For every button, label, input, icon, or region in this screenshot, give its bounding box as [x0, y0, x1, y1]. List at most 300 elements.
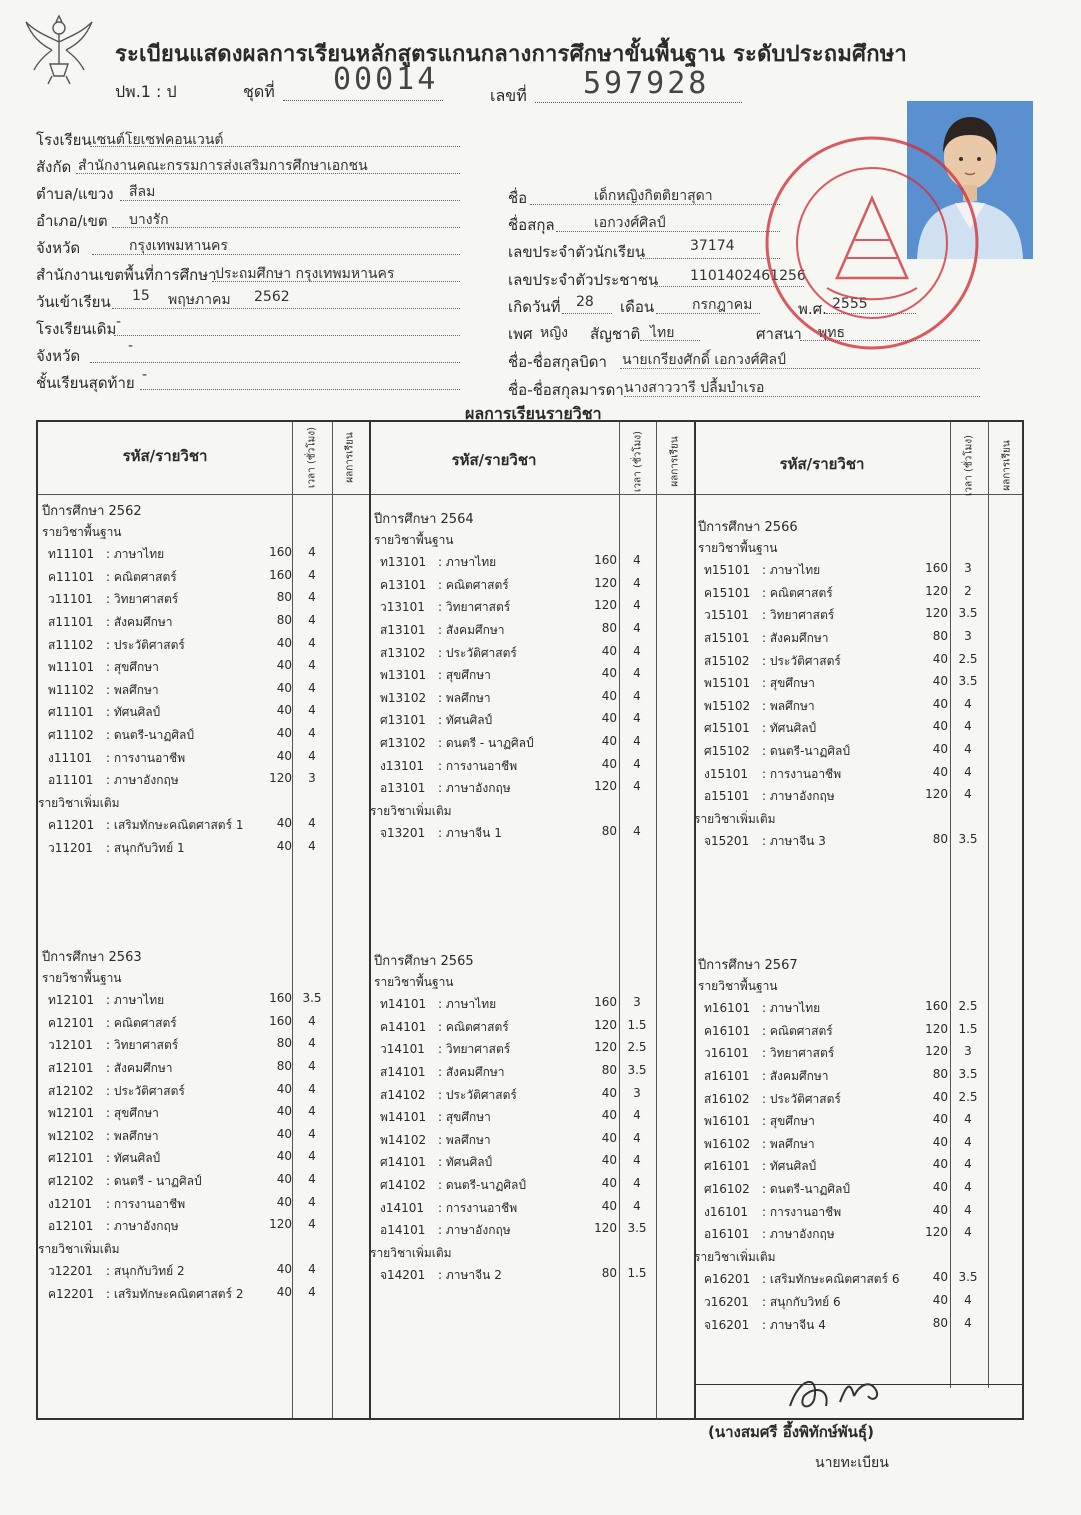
subject-row: [380, 734, 652, 752]
subject-row: [704, 1112, 983, 1130]
subject-code: ส12102: [48, 1083, 94, 1098]
subject-name: : พลศึกษา: [762, 698, 815, 713]
subject-code: ศ11101: [48, 705, 94, 720]
subject-code: อ12101: [48, 1219, 94, 1234]
subject-name: : สังคมศึกษา: [438, 1065, 505, 1079]
subject-code: จ15201: [704, 834, 750, 849]
subject-name: : การงานอาชีพ: [762, 1204, 842, 1219]
col-subject-header: รหัส/รายวิชา: [451, 451, 537, 469]
subject-hours: 120: [269, 771, 292, 786]
subject-name: : ดนตรี-นาฏศิลป์: [762, 744, 851, 758]
subject-grade: 2.5: [958, 1089, 978, 1104]
subject-name: : ประวัติศาสตร์: [438, 645, 517, 660]
father-value: นายเกรียงศักดิ์ เอกวงศ์ศิลป์: [622, 352, 786, 368]
subject-grade: 2.5: [958, 651, 978, 666]
subject-name: : ทัศนศิลป์: [438, 713, 493, 728]
subject-grade: 3.5: [302, 991, 322, 1006]
subject-grade: 4: [964, 787, 972, 802]
subject-name: : ประวัติศาสตร์: [106, 637, 185, 652]
subject-code: พ16101: [704, 1114, 751, 1129]
subject-name: : ดนตรี-นาฏศิลป์: [438, 1178, 527, 1192]
subject-grade: 4: [308, 1149, 316, 1164]
subject-name: : คณิตศาสตร์: [106, 1015, 177, 1030]
subject-name: : ภาษาไทย: [438, 997, 497, 1012]
basic-subjects-label: รายวิชาพื้นฐาน: [698, 540, 778, 555]
subdistrict-value: สีลม: [129, 184, 156, 200]
student-id-value: 37174: [690, 238, 735, 254]
subject-name: : ดนตรี-นาฏศิลป์: [762, 1182, 851, 1196]
subject-name: : พลศึกษา: [762, 1136, 815, 1151]
subject-code: ส11101: [48, 615, 94, 629]
subject-name: : วิทยาศาสตร์: [106, 1038, 179, 1053]
subject-hours: 40: [932, 719, 948, 734]
subject-code: ส15102: [704, 653, 750, 668]
number-line: [535, 102, 742, 103]
results-title: ผลการเรียนรายวิชา: [465, 404, 602, 423]
subject-name: : ภาษาอังกฤษ: [762, 1227, 835, 1242]
subject-name: : คณิตศาสตร์: [762, 585, 833, 600]
subject-name: : ดนตรี - นาฏศิลป์: [438, 736, 534, 750]
subject-name: : คณิตศาสตร์: [438, 1019, 509, 1034]
subject-name: : สนุกกับวิทย์ 6: [762, 1295, 841, 1309]
subject-row: [704, 652, 983, 670]
surname-value: เอกวงศ์ศิลป์: [594, 215, 666, 231]
subject-code: ส13101: [380, 623, 426, 637]
subject-code: ค12201: [48, 1287, 95, 1301]
subject-hours: 40: [276, 635, 292, 650]
province-value: กรุงเทพมหานคร: [129, 238, 228, 254]
subject-grade: 3: [633, 995, 641, 1010]
prev-province-label: จังหวัด: [36, 347, 81, 365]
subject-row: [380, 757, 652, 775]
subject-row: [380, 995, 652, 1013]
subject-code: พ15101: [704, 676, 751, 691]
subject-hours: 160: [269, 991, 292, 1006]
subject-code: จ13201: [380, 826, 426, 841]
district-label: อำเภอ/เขต: [36, 212, 108, 230]
results-table: [36, 420, 1024, 1420]
subject-row: [380, 1221, 652, 1239]
subject-code: จ14201: [380, 1268, 426, 1283]
subject-code: จ16201: [704, 1317, 750, 1332]
entry-date-label: วันเข้าเรียน: [36, 293, 111, 311]
subject-row: [704, 1135, 983, 1153]
subject-row: [48, 1172, 327, 1190]
subject-hours: 40: [601, 756, 617, 771]
col-hours-header: เวลา (ชั่วโมง): [632, 431, 644, 493]
subject-name: : การงานอาชีพ: [438, 1200, 518, 1215]
subject-code: ค11101: [48, 569, 95, 584]
subject-grade: 2.5: [958, 999, 978, 1014]
subject-grade: 4: [633, 711, 641, 726]
subject-name: : สุขศึกษา: [762, 1114, 815, 1129]
subject-code: ท13101: [380, 555, 427, 570]
subject-code: ว16101: [704, 1046, 749, 1061]
subject-code: ง11101: [48, 750, 93, 765]
subject-row: [704, 765, 983, 783]
birth-month: กรกฎาคม: [692, 297, 753, 313]
subject-grade: 4: [964, 719, 972, 734]
month-label: เดือน: [620, 298, 655, 316]
subject-code: ว13101: [380, 600, 425, 615]
subject-grade: 4: [633, 575, 641, 590]
area-office-label: สำนักงานเขตพื้นที่การศึกษา: [36, 266, 217, 284]
subject-hours: 40: [276, 1172, 292, 1186]
subject-grade: 4: [308, 1262, 316, 1277]
extra-subjects-label: รายวิชาเพิ่มเติม: [38, 795, 120, 810]
subject-row: [48, 771, 327, 789]
subject-grade: 4: [308, 1172, 316, 1186]
subject-hours: 80: [276, 1036, 292, 1051]
subject-grade: 4: [308, 1217, 316, 1232]
subject-hours: 40: [932, 1157, 948, 1172]
subject-hours: 40: [601, 1108, 617, 1123]
subject-name: : ภาษาไทย: [106, 993, 165, 1008]
affiliation-value: สำนักงานคณะกรรมการส่งเสริมการศึกษาเอกชน: [78, 158, 368, 174]
subject-code: ส16102: [704, 1091, 750, 1106]
basic-subjects-label: รายวิชาพื้นฐาน: [698, 978, 778, 993]
subject-grade: 4: [308, 1059, 316, 1073]
subject-code: ท12101: [48, 993, 95, 1008]
col-hours-header: เวลา (ชั่วโมง): [306, 427, 318, 489]
subject-name: : ทัศนศิลป์: [106, 705, 161, 720]
subject-grade: 4: [308, 658, 316, 673]
subject-name: : ภาษาไทย: [438, 555, 497, 570]
subject-name: : สุขศึกษา: [438, 1110, 491, 1125]
subject-hours: 40: [276, 748, 292, 763]
entry-year: 2562: [254, 289, 290, 305]
subject-hours: 120: [269, 1217, 292, 1232]
citizen-id-label: เลขประจำตัวประชาชน: [508, 271, 659, 289]
subject-hours: 40: [601, 688, 617, 703]
subject-code: ว12201: [48, 1264, 93, 1279]
birth-day: 28: [576, 294, 594, 310]
subject-row: [48, 839, 327, 857]
subject-row: [704, 1180, 983, 1198]
subject-grade: 2.5: [627, 1040, 647, 1055]
subject-code: พ14101: [380, 1110, 427, 1125]
subject-name: : สังคมศึกษา: [438, 623, 505, 637]
subject-name: : วิทยาศาสตร์: [438, 1042, 511, 1057]
school-label: โรงเรียน: [36, 131, 92, 149]
subject-grade: 1.5: [627, 1017, 647, 1032]
col-line: [332, 422, 333, 1418]
subject-row: [380, 711, 652, 729]
subject-row: [704, 1022, 983, 1040]
subject-name: : ทัศนศิลป์: [762, 721, 817, 736]
subject-grade: 4: [308, 635, 316, 650]
birth-day-line: [562, 313, 612, 314]
nationality-value: ไทย: [650, 325, 675, 341]
subject-code: พ14102: [380, 1132, 427, 1147]
subject-hours: 40: [276, 703, 292, 718]
subject-code: ว16201: [704, 1295, 749, 1309]
subject-grade: 3: [964, 629, 972, 643]
subject-code: ศ13102: [380, 736, 426, 750]
subject-grade: 4: [633, 621, 641, 635]
mother-label: ชื่อ-ชื่อสกุลมารดา: [508, 381, 624, 399]
subject-row: [48, 636, 327, 654]
subject-row: [704, 1157, 983, 1175]
subject-name: : สุขศึกษา: [438, 668, 491, 683]
subject-grade: 4: [308, 1036, 316, 1051]
set-number: 00014: [333, 62, 439, 97]
subject-row: [704, 629, 983, 647]
subject-grade: 3.5: [958, 832, 978, 847]
subject-row: [380, 553, 652, 571]
subject-name: : วิทยาศาสตร์: [762, 608, 835, 623]
subject-name: : ทัศนศิลป์: [438, 1155, 493, 1170]
subject-code: ส14102: [380, 1087, 426, 1102]
subject-row: [380, 1266, 652, 1284]
signer-name: (นางสมศรี อึ้งพิทักษ์พันธุ์): [708, 1423, 874, 1441]
subject-row: [48, 545, 327, 563]
subject-grade: 4: [633, 666, 641, 681]
subject-name: : วิทยาศาสตร์: [438, 600, 511, 615]
subject-hours: 40: [932, 742, 948, 756]
year-heading: ปีการศึกษา 2564: [374, 512, 474, 527]
subject-code: ส11102: [48, 637, 94, 652]
subject-hours: 40: [276, 1081, 292, 1096]
subject-name: : ภาษาจีน 3: [762, 834, 826, 849]
subject-code: ค11201: [48, 818, 95, 833]
subject-grade: 3: [308, 771, 316, 786]
subject-code: ศ12102: [48, 1174, 94, 1188]
subject-name: : ภาษาไทย: [106, 547, 165, 562]
subject-code: ว14101: [380, 1042, 425, 1057]
subject-code: ศ13101: [380, 713, 426, 728]
subject-hours: 80: [601, 1266, 617, 1281]
subject-name: : การงานอาชีพ: [106, 1196, 186, 1211]
subject-grade: 4: [633, 1176, 641, 1190]
subject-name: : ประวัติศาสตร์: [438, 1087, 517, 1102]
subject-hours: 80: [276, 590, 292, 605]
subject-row: [48, 1285, 327, 1303]
subject-hours: 120: [925, 787, 948, 802]
subject-grade: 4: [633, 688, 641, 703]
subject-row: [704, 561, 983, 579]
subject-hours: 160: [269, 1013, 292, 1028]
subject-grade: 4: [633, 643, 641, 658]
year-heading: ปีการศึกษา 2567: [698, 958, 798, 973]
subject-row: [704, 1270, 983, 1288]
subject-code: พ15102: [704, 698, 751, 713]
subject-name: : สุขศึกษา: [106, 1106, 159, 1121]
subject-hours: 80: [932, 1067, 948, 1081]
subject-row: [48, 1014, 327, 1032]
subject-code: ค16201: [704, 1272, 751, 1287]
subject-name: : สุขศึกษา: [106, 660, 159, 675]
subject-row: [380, 689, 652, 707]
subject-grade: 3: [633, 1085, 641, 1100]
subject-hours: 40: [601, 666, 617, 681]
subject-row: [380, 1199, 652, 1217]
year-heading: ปีการศึกษา 2566: [698, 520, 798, 535]
subject-grade: 4: [964, 1202, 972, 1217]
subject-name: : ดนตรี - นาฏศิลป์: [106, 1174, 202, 1188]
subject-code: ส15101: [704, 631, 750, 645]
subject-code: ว12101: [48, 1038, 93, 1053]
subject-hours: 120: [594, 598, 617, 613]
subject-code: ศ16102: [704, 1182, 750, 1196]
subject-row: [380, 1063, 652, 1081]
subject-grade: 3: [964, 561, 972, 576]
subject-grade: 4: [633, 1153, 641, 1168]
last-grade-label: ชั้นเรียนสุดท้าย: [36, 374, 135, 392]
subject-grade: 4: [308, 590, 316, 605]
subject-grade: 4: [633, 779, 641, 794]
subject-grade: 4: [308, 1081, 316, 1096]
student-name-value: เด็กหญิงกิตติยาสุดา: [594, 188, 713, 204]
subject-code: ท14101: [380, 997, 427, 1012]
subject-code: พ11101: [48, 660, 95, 675]
subject-code: อ16101: [704, 1227, 750, 1242]
subject-grade: 4: [308, 545, 316, 560]
subject-code: ส13102: [380, 645, 426, 660]
col-line: [988, 422, 989, 1388]
subject-name: : ประวัติศาสตร์: [106, 1083, 185, 1098]
subject-name: : คณิตศาสตร์: [762, 1023, 833, 1038]
year-heading: ปีการศึกษา 2563: [42, 950, 142, 965]
subject-row: [380, 1040, 652, 1058]
subject-grade: 4: [308, 726, 316, 740]
subject-hours: 40: [932, 1134, 948, 1149]
subject-name: : วิทยาศาสตร์: [106, 592, 179, 607]
col-grade-header: ผลการเรียน: [669, 436, 681, 487]
subject-name: : ภาษาอังกฤษ: [438, 1223, 511, 1238]
subject-row: [48, 658, 327, 676]
province-label: จังหวัด: [36, 239, 81, 257]
subject-grade: 4: [308, 839, 316, 853]
subject-hours: 40: [932, 1180, 948, 1194]
subject-grade: 1.5: [627, 1266, 647, 1281]
subject-row: [48, 568, 327, 586]
subject-grade: 4: [964, 1315, 972, 1330]
year-heading: ปีการศึกษา 2562: [42, 504, 142, 519]
subject-grade: 4: [633, 553, 641, 568]
subject-row: [48, 1195, 327, 1213]
subject-hours: 40: [601, 1130, 617, 1145]
subject-code: ศ16101: [704, 1159, 750, 1174]
subject-hours: 40: [932, 696, 948, 711]
registrar-signature: [780, 1366, 900, 1416]
subject-row: [704, 1316, 983, 1334]
subject-hours: 40: [601, 1198, 617, 1213]
serial-number: 597928: [583, 66, 710, 101]
prev-province-line: [90, 362, 460, 363]
subject-code: พ11102: [48, 682, 95, 697]
subject-row: [380, 824, 652, 842]
subject-grade: 4: [308, 1013, 316, 1028]
subject-code: ค14101: [380, 1019, 427, 1034]
subject-grade: 4: [964, 1112, 972, 1127]
subject-hours: 160: [925, 999, 948, 1014]
subject-grade: 4: [308, 748, 316, 763]
subject-row: [380, 1131, 652, 1149]
subject-row: [380, 644, 652, 662]
subject-row: [704, 1203, 983, 1221]
sex-label: เพศ: [508, 325, 533, 343]
surname-label: ชื่อสกุล: [508, 216, 555, 234]
subject-hours: 40: [276, 839, 292, 853]
subject-code: ท16101: [704, 1001, 751, 1016]
subject-hours: 40: [932, 674, 948, 689]
subject-hours: 160: [594, 553, 617, 568]
subject-name: : พลศึกษา: [438, 1132, 491, 1147]
subject-name: : เสริมทักษะคณิตศาสตร์ 2: [106, 1287, 244, 1301]
subject-row: [48, 1082, 327, 1100]
subject-code: พ12101: [48, 1106, 95, 1121]
subject-code: ศ12101: [48, 1151, 94, 1166]
extra-subjects-label: รายวิชาเพิ่มเติม: [694, 1249, 776, 1264]
subject-name: : ภาษาจีน 4: [762, 1317, 826, 1332]
subject-name: : พลศึกษา: [106, 1128, 159, 1143]
subject-name: : ภาษาจีน 2: [438, 1268, 502, 1283]
subject-code: ศ14102: [380, 1178, 426, 1192]
subject-row: [704, 742, 983, 760]
subject-grade: 4: [633, 756, 641, 771]
subject-code: ง14101: [380, 1200, 425, 1215]
subject-code: ศ14101: [380, 1155, 426, 1170]
subject-row: [380, 598, 652, 616]
subject-hours: 40: [932, 1270, 948, 1285]
subject-name: : ภาษาอังกฤษ: [762, 789, 835, 804]
student-id-label: เลขประจำตัวนักเรียน: [508, 243, 646, 261]
subject-row: [380, 1108, 652, 1126]
era-label: พ.ศ.: [798, 300, 827, 318]
prev-school-value: -: [116, 314, 122, 330]
affiliation-label: สังกัด: [36, 158, 72, 176]
subject-hours: 160: [269, 545, 292, 560]
subdistrict-label: ตำบล/แขวง: [36, 185, 114, 203]
citizen-id-value: 1101402461256: [690, 268, 806, 284]
subject-code: อ13101: [380, 781, 426, 796]
subject-name: : ภาษาอังกฤษ: [106, 773, 179, 788]
subject-name: : ทัศนศิลป์: [762, 1159, 817, 1174]
sex-value: หญิง: [540, 325, 568, 341]
col-subject-header: รหัส/รายวิชา: [122, 447, 208, 465]
set-label: ชุดที่: [243, 82, 275, 101]
religion-label: ศาสนา: [756, 325, 802, 343]
school-seal-stamp: [757, 128, 987, 358]
subject-code: ส14101: [380, 1065, 426, 1079]
signer-role: นายทะเบียน: [815, 1455, 889, 1471]
subject-code: ส16101: [704, 1069, 750, 1083]
subject-row: [380, 666, 652, 684]
subject-name: : พลศึกษา: [438, 690, 491, 705]
subject-hours: 80: [932, 1315, 948, 1330]
subject-grade: 4: [308, 703, 316, 718]
subject-name: : ภาษาไทย: [762, 1001, 821, 1016]
subject-row: [48, 1262, 327, 1280]
entry-day: 15: [132, 288, 150, 304]
subject-hours: 120: [594, 1040, 617, 1055]
year-heading: ปีการศึกษา 2565: [374, 954, 474, 969]
subject-row: [704, 787, 983, 805]
subject-code: ง15101: [704, 766, 749, 781]
subject-grade: 4: [964, 764, 972, 779]
subject-hours: 120: [925, 583, 948, 598]
entry-date-line: [112, 308, 460, 309]
col-grade-header: ผลการเรียน: [1001, 440, 1013, 491]
subject-row: [48, 590, 327, 608]
subject-hours: 120: [594, 1017, 617, 1032]
subject-code: พ12102: [48, 1128, 95, 1143]
subject-code: ท11101: [48, 547, 95, 562]
subject-row: [704, 1225, 983, 1243]
subject-hours: 80: [601, 1063, 617, 1077]
prev-school-label: โรงเรียนเดิม: [36, 320, 117, 338]
